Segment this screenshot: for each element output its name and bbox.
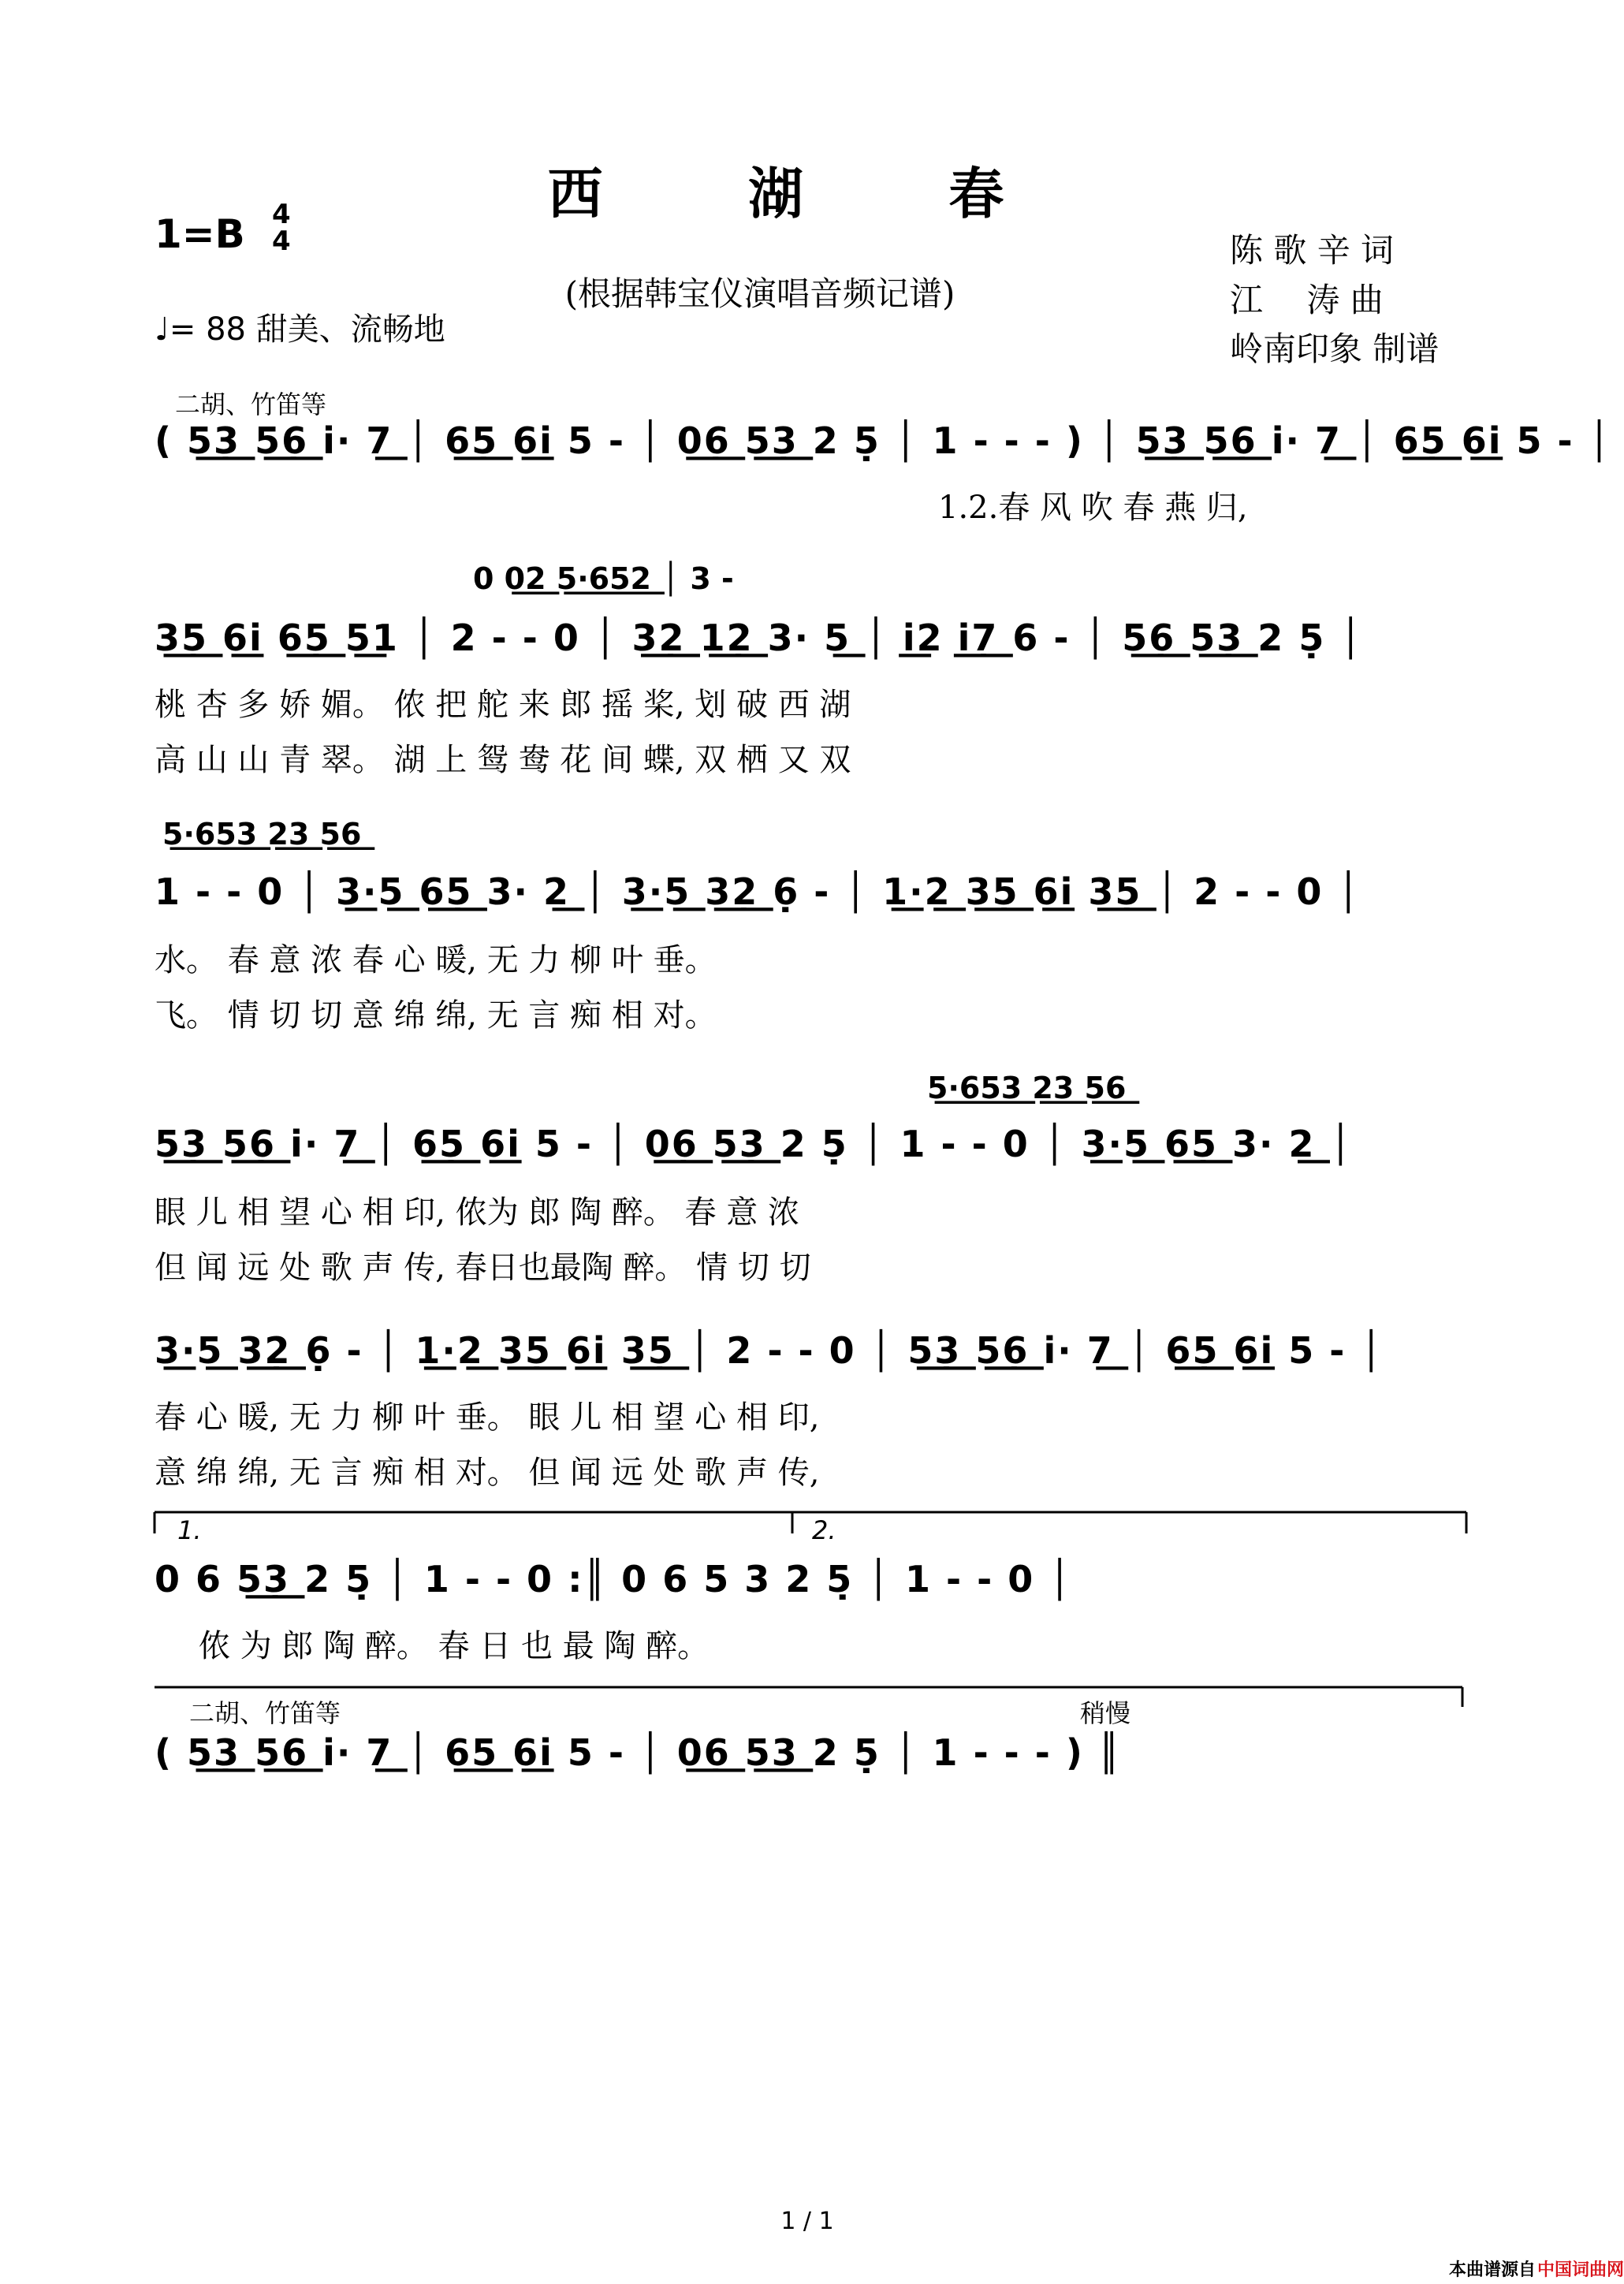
notation-line: 5͟3͟ 5͟6͟ i· 7͟ │ 6͟5͟ 6͟i 5 - │ 0͟6͟ 5͟3͟ 2 5̣ │ 1 - - 0 │ 3͟·5͟ 6͟5͟ 3· 2͟ │: [155, 1123, 1354, 1165]
time-signature: [272, 201, 291, 255]
volta-2-label: 2.: [812, 1515, 836, 1545]
notation-line: ( 5͟3͟ 5͟6͟ i· 7͟ │ 6͟5͟ 6͟i 5 - │ 0͟6͟ 5͟3͟ 2 5̣ │ 1 - - - ) │ 5͟3͟ 5͟6͟ i· 7͟ │ 6͟5͟ 6͟i 5 - │: [155, 419, 1612, 462]
arranger-credit: 岭南印象 制谱: [1230, 330, 1440, 368]
lyricist-credit: 陈 歌 辛 词: [1230, 231, 1395, 270]
upper-voice-line: 0 0͟2͟ 5͟·͟6͟5͟2͟ │ 3 -: [473, 561, 734, 596]
upper-voice-line: 5͟·͟6͟5͟3͟ 2͟3͟ 5͟6͟: [162, 817, 362, 851]
lyric-line: 眼 儿 相 望 心 相 印, 侬为 郎 陶 醉。 春 意 浓: [155, 1194, 800, 1231]
footer-source-label: 本曲谱源自: [1449, 2260, 1536, 2280]
notation-line: ( 5͟3͟ 5͟6͟ i· 7͟ │ 6͟5͟ 6͟i 5 - │ 0͟6͟ 5͟3͟ 2 5̣ │ 1 - - - ) ║: [155, 1731, 1122, 1774]
notation-line: 1 - - 0 │ 3͟·5͟ 6͟5͟ 3· 2͟ │ 3͟·5͟ 3͟2͟ 6̣ - │ 1͟·2͟ 3͟5͟ 6͟i 3͟5͟ │ 2 - - 0 │: [155, 870, 1361, 913]
upper-voice-line: 5͟·͟6͟5͟3͟ 2͟3͟ 5͟6͟: [927, 1071, 1127, 1105]
instrument-label: 二胡、竹笛等: [175, 389, 327, 419]
lyric-line: 1.2.春 风 吹 春 燕 归,: [938, 490, 1248, 526]
time-top: 4: [272, 199, 291, 230]
lyric-line: 但 闻 远 处 歌 声 传, 春日也最陶 醉。 情 切 切: [155, 1250, 811, 1286]
page-number: 1 / 1: [780, 2208, 834, 2235]
lyric-line: 桃 杏 多 娇 媚。 侬 把 舵 来 郎 摇 桨, 划 破 西 湖: [155, 687, 851, 723]
lyric-line: 侬 为 郎 陶 醉。 春 日 也 最 陶 醉。: [199, 1628, 710, 1664]
notation-line: 3͟·5͟ 3͟2͟ 6̣ - │ 1͟·2͟ 3͟5͟ 6͟i 3͟5͟ │ 2 - - 0 │ 5͟3͟ 5͟6͟ i· 7͟ │ 6͟5͟ 6͟i 5 - │: [155, 1329, 1384, 1372]
key-signature: 1=B: [155, 211, 245, 257]
volta-1-label: 1.: [177, 1515, 202, 1545]
lyric-line: 意 绵 绵, 无 言 痴 相 对。 但 闻 远 处 歌 声 传,: [155, 1455, 820, 1491]
composer-credit: 江 涛 曲: [1230, 281, 1384, 319]
tempo-marking: ♩= 88 甜美、流畅地: [155, 311, 445, 348]
lyric-line: 春 心 暖, 无 力 柳 叶 垂。 眼 儿 相 望 心 相 印,: [155, 1399, 820, 1436]
lyric-line: 飞。 情 切 切 意 绵 绵, 无 言 痴 相 对。: [155, 997, 717, 1034]
tempo-change-marking: 稍慢: [1080, 1698, 1131, 1728]
notation-line: 0 6 5͟3͟ 2 5̣ │ 1 - - 0 :║ 0 6 5 3 2 5̣ │ 1 - - 0 │: [155, 1558, 1072, 1600]
footer-site-logo: 中国词曲网: [1537, 2260, 1624, 2280]
instrument-label: 二胡、竹笛等: [189, 1698, 341, 1728]
lyric-line: 高 山 山 青 翠。 湖 上 鸳 鸯 花 间 蝶, 双 栖 又 双: [155, 742, 851, 778]
notation-line: 3͟5͟ 6͟i 6͟5͟ 5͟1 │ 2 - - 0 │ 3͟2͟ 1͟2͟ 3· 5͟ │ i͟2 i͟7͟ 6 - │ 5͟6͟ 5͟3͟ 2 5̣ │: [155, 617, 1364, 659]
time-bottom: 4: [272, 225, 291, 257]
lyric-line: 水。 春 意 浓 春 心 暖, 无 力 柳 叶 垂。: [155, 942, 717, 978]
page-title: 西 湖 春: [547, 161, 1067, 226]
subtitle: (根据韩宝仪演唱音频记谱): [564, 274, 955, 313]
